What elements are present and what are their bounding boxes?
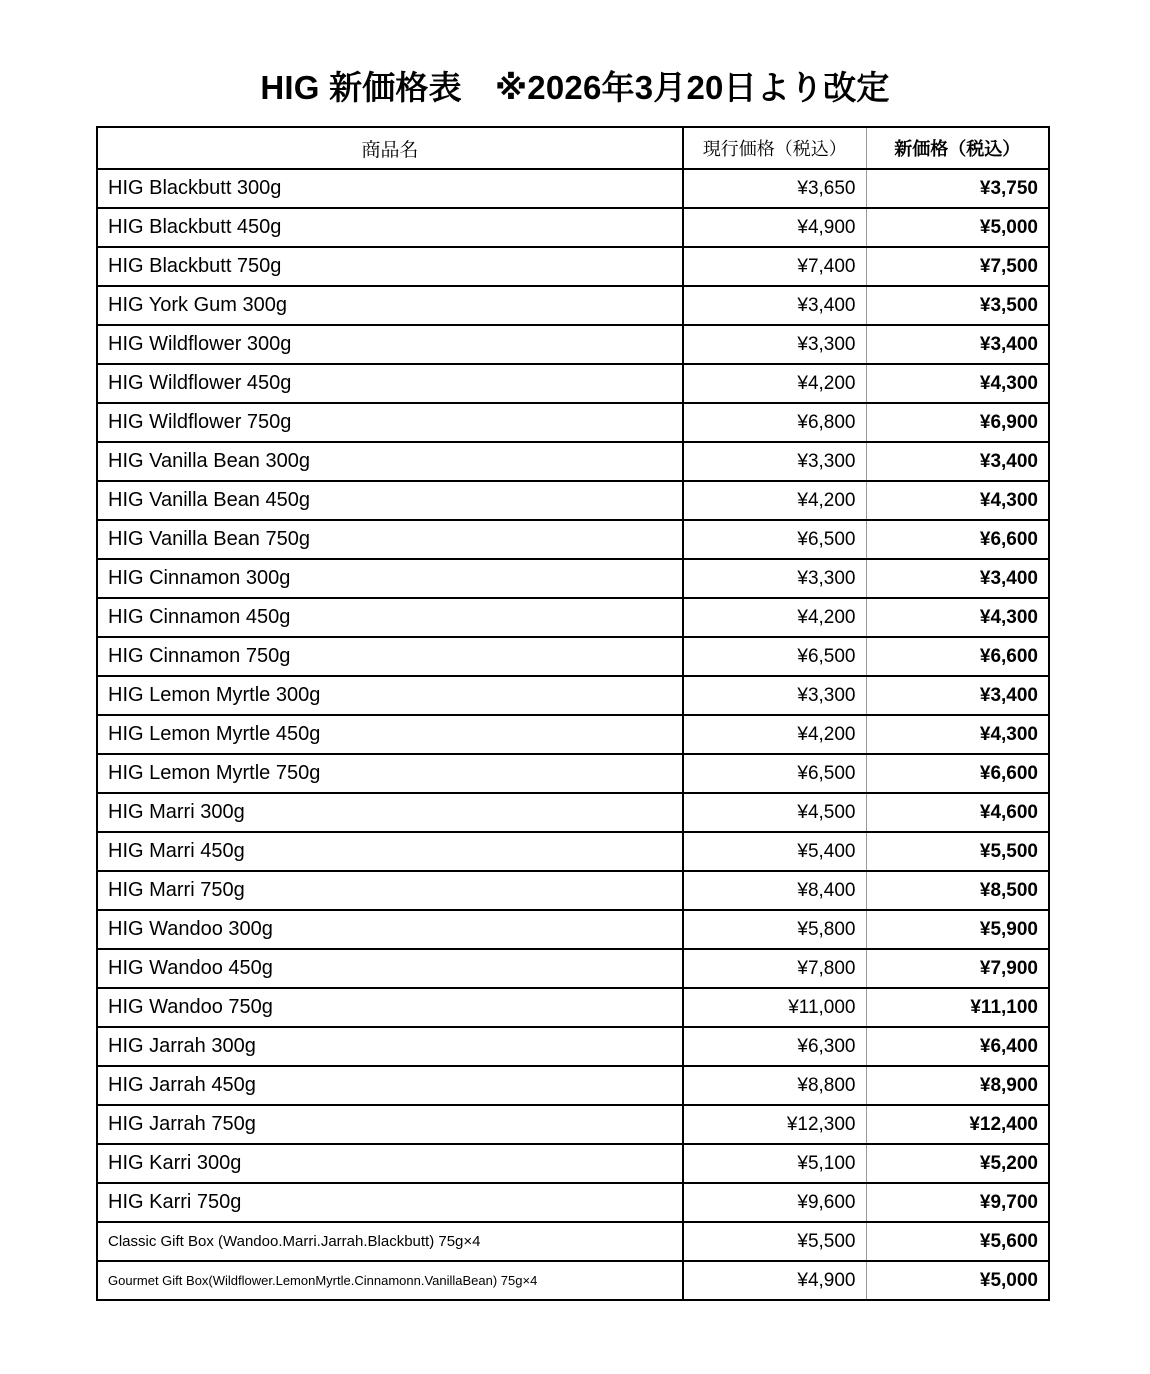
cell-product-name: HIG Marri 300g	[97, 793, 683, 832]
cell-current-price: ¥4,500	[683, 793, 866, 832]
table-row	[97, 208, 1049, 247]
cell-product-name: HIG Karri 300g	[97, 1144, 683, 1183]
cell-current-price: ¥4,200	[683, 598, 866, 637]
cell-new-price: ¥4,300	[866, 481, 1049, 520]
cell-current-price: ¥8,800	[683, 1066, 866, 1105]
table-row	[97, 1027, 1049, 1066]
cell-current-price: ¥5,500	[683, 1222, 866, 1261]
cell-new-price: ¥4,300	[866, 364, 1049, 403]
cell-product-name: HIG Wandoo 300g	[97, 910, 683, 949]
table-row	[97, 559, 1049, 598]
table-body	[97, 169, 1049, 1300]
cell-new-price: ¥6,600	[866, 520, 1049, 559]
column-header-current-price: 現行価格（税込）	[683, 127, 866, 169]
cell-current-price: ¥3,300	[683, 325, 866, 364]
cell-new-price: ¥9,700	[866, 1183, 1049, 1222]
cell-new-price: ¥5,900	[866, 910, 1049, 949]
cell-current-price: ¥4,200	[683, 481, 866, 520]
cell-product-name: HIG Wandoo 750g	[97, 988, 683, 1027]
cell-product-name: HIG Cinnamon 750g	[97, 637, 683, 676]
table-row	[97, 1183, 1049, 1222]
table-row	[97, 286, 1049, 325]
cell-product-name: HIG Blackbutt 450g	[97, 208, 683, 247]
cell-new-price: ¥5,000	[866, 1261, 1049, 1300]
cell-current-price: ¥11,000	[683, 988, 866, 1027]
cell-new-price: ¥12,400	[866, 1105, 1049, 1144]
cell-current-price: ¥5,800	[683, 910, 866, 949]
cell-new-price: ¥5,000	[866, 208, 1049, 247]
cell-product-name: HIG Wandoo 450g	[97, 949, 683, 988]
cell-current-price: ¥12,300	[683, 1105, 866, 1144]
cell-new-price: ¥3,400	[866, 325, 1049, 364]
cell-new-price: ¥3,750	[866, 169, 1049, 208]
cell-current-price: ¥4,200	[683, 364, 866, 403]
cell-current-price: ¥6,500	[683, 754, 866, 793]
cell-new-price: ¥6,600	[866, 754, 1049, 793]
cell-product-name: HIG Lemon Myrtle 450g	[97, 715, 683, 754]
cell-current-price: ¥7,400	[683, 247, 866, 286]
cell-current-price: ¥6,300	[683, 1027, 866, 1066]
cell-product-name: HIG Vanilla Bean 300g	[97, 442, 683, 481]
cell-current-price: ¥3,650	[683, 169, 866, 208]
cell-new-price: ¥6,400	[866, 1027, 1049, 1066]
cell-new-price: ¥5,500	[866, 832, 1049, 871]
cell-product-name: HIG Blackbutt 750g	[97, 247, 683, 286]
cell-product-name: HIG Jarrah 750g	[97, 1105, 683, 1144]
cell-new-price: ¥3,400	[866, 559, 1049, 598]
table-row	[97, 364, 1049, 403]
table-row	[97, 715, 1049, 754]
table-row	[97, 754, 1049, 793]
cell-product-name: HIG Lemon Myrtle 750g	[97, 754, 683, 793]
page-title: HIG 新価格表 ※2026年3月20日より改定	[260, 69, 890, 106]
cell-product-name: Gourmet Gift Box(Wildflower.LemonMyrtle.Cinnamonn.VanillaBean) 75g×4	[97, 1261, 683, 1300]
cell-current-price: ¥6,500	[683, 520, 866, 559]
cell-new-price: ¥4,600	[866, 793, 1049, 832]
table-row	[97, 871, 1049, 910]
table-row	[97, 598, 1049, 637]
cell-new-price: ¥4,300	[866, 598, 1049, 637]
column-header-new-price: 新価格（税込）	[866, 127, 1049, 169]
cell-product-name: HIG Vanilla Bean 450g	[97, 481, 683, 520]
table-row	[97, 1066, 1049, 1105]
cell-current-price: ¥8,400	[683, 871, 866, 910]
table-row	[97, 793, 1049, 832]
table-row	[97, 637, 1049, 676]
table-row	[97, 169, 1049, 208]
table-row	[97, 988, 1049, 1027]
cell-current-price: ¥3,300	[683, 442, 866, 481]
cell-current-price: ¥4,900	[683, 1261, 866, 1300]
cell-product-name: Classic Gift Box (Wandoo.Marri.Jarrah.Blackbutt) 75g×4	[97, 1222, 683, 1261]
cell-new-price: ¥8,500	[866, 871, 1049, 910]
cell-product-name: HIG Vanilla Bean 750g	[97, 520, 683, 559]
table-row	[97, 1261, 1049, 1300]
cell-product-name: HIG York Gum 300g	[97, 286, 683, 325]
cell-current-price: ¥3,400	[683, 286, 866, 325]
table-header	[97, 127, 1049, 169]
table-row	[97, 247, 1049, 286]
cell-product-name: HIG Jarrah 450g	[97, 1066, 683, 1105]
table-row	[97, 403, 1049, 442]
cell-current-price: ¥5,400	[683, 832, 866, 871]
cell-new-price: ¥6,600	[866, 637, 1049, 676]
cell-new-price: ¥3,400	[866, 676, 1049, 715]
table-row	[97, 442, 1049, 481]
cell-current-price: ¥6,800	[683, 403, 866, 442]
cell-product-name: HIG Karri 750g	[97, 1183, 683, 1222]
table-row	[97, 832, 1049, 871]
cell-new-price: ¥11,100	[866, 988, 1049, 1027]
cell-new-price: ¥7,500	[866, 247, 1049, 286]
header-row	[97, 127, 1049, 169]
cell-current-price: ¥4,200	[683, 715, 866, 754]
cell-product-name: HIG Wildflower 300g	[97, 325, 683, 364]
price-table	[96, 126, 1050, 1301]
cell-product-name: HIG Lemon Myrtle 300g	[97, 676, 683, 715]
cell-new-price: ¥6,900	[866, 403, 1049, 442]
cell-new-price: ¥4,300	[866, 715, 1049, 754]
cell-product-name: HIG Blackbutt 300g	[97, 169, 683, 208]
cell-product-name: HIG Marri 450g	[97, 832, 683, 871]
table-row	[97, 1222, 1049, 1261]
cell-current-price: ¥9,600	[683, 1183, 866, 1222]
cell-current-price: ¥3,300	[683, 676, 866, 715]
cell-new-price: ¥5,600	[866, 1222, 1049, 1261]
cell-new-price: ¥7,900	[866, 949, 1049, 988]
cell-product-name: HIG Wildflower 450g	[97, 364, 683, 403]
cell-current-price: ¥3,300	[683, 559, 866, 598]
cell-new-price: ¥3,400	[866, 442, 1049, 481]
cell-current-price: ¥7,800	[683, 949, 866, 988]
cell-product-name: HIG Cinnamon 300g	[97, 559, 683, 598]
table-row	[97, 481, 1049, 520]
table-row	[97, 676, 1049, 715]
cell-product-name: HIG Wildflower 750g	[97, 403, 683, 442]
cell-new-price: ¥8,900	[866, 1066, 1049, 1105]
cell-product-name: HIG Cinnamon 450g	[97, 598, 683, 637]
column-header-product-name: 商品名	[97, 127, 683, 169]
cell-new-price: ¥3,500	[866, 286, 1049, 325]
cell-current-price: ¥4,900	[683, 208, 866, 247]
table-row	[97, 1105, 1049, 1144]
table-row	[97, 520, 1049, 559]
cell-current-price: ¥5,100	[683, 1144, 866, 1183]
table-row	[97, 910, 1049, 949]
cell-current-price: ¥6,500	[683, 637, 866, 676]
cell-new-price: ¥5,200	[866, 1144, 1049, 1183]
cell-product-name: HIG Marri 750g	[97, 871, 683, 910]
table-row	[97, 949, 1049, 988]
table-row	[97, 325, 1049, 364]
table-row	[97, 1144, 1049, 1183]
cell-product-name: HIG Jarrah 300g	[97, 1027, 683, 1066]
